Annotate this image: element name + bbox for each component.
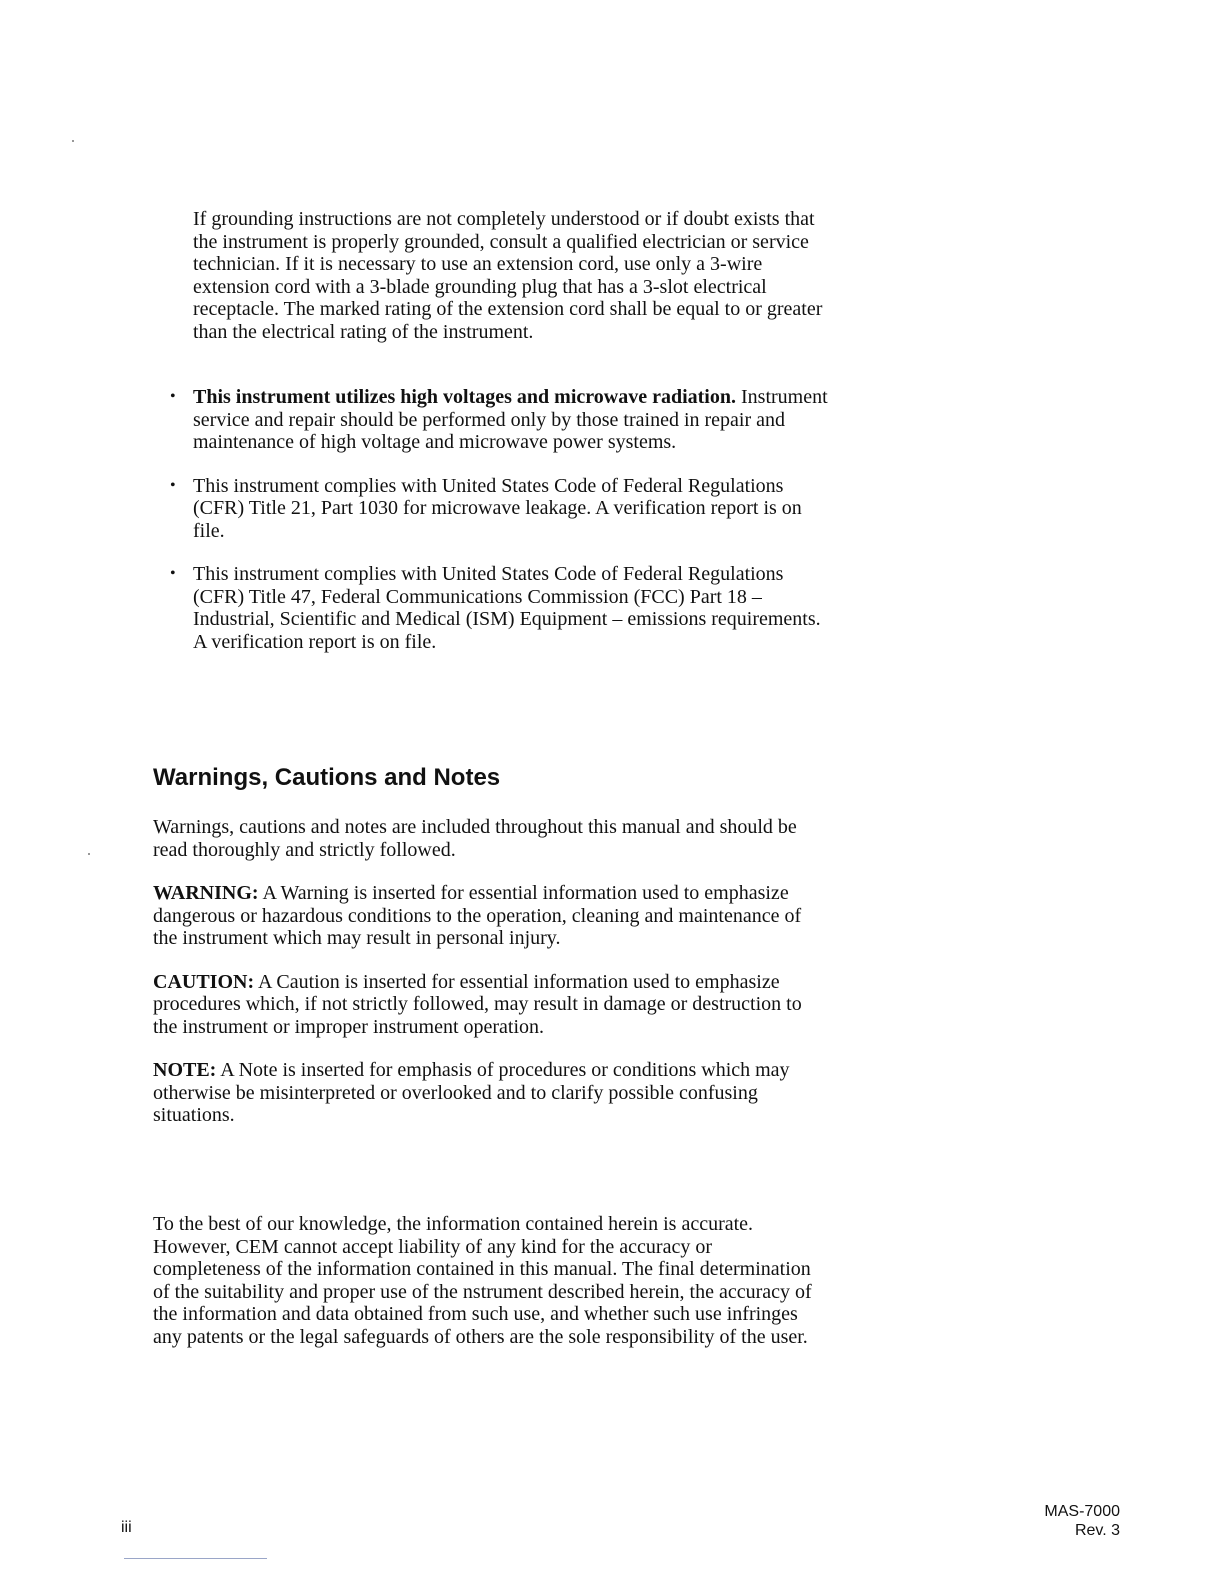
warnings-section-body (153, 816, 813, 1148)
warning-text: A Warning is inserted for essential information used to emphasize dangerous or hazardous conditions to the operation, cleaning and maintenance of the instrument which may result in personal injury. (153, 882, 802, 949)
scan-speck (72, 140, 74, 142)
bullet-item-high-voltage (170, 386, 835, 454)
bullet-bold-lead: This instrument utilizes high voltages and microwave radiation. (193, 386, 736, 408)
revision-label: Rev. 3 (1074, 1522, 1120, 1539)
bullet-text: This instrument complies with United States Code of Federal Regulations (CFR) Title 21, Part 1030 for microwave leakage. A verification report is on file. (193, 474, 802, 542)
bullet-icon: • (170, 565, 176, 582)
note-paragraph (153, 1059, 813, 1127)
safety-bullet-list (170, 386, 835, 674)
caution-paragraph (153, 971, 813, 1039)
bullet-item-cfr-title-47 (170, 563, 835, 653)
disclaimer-paragraph: To the best of our knowledge, the information contained herein is accurate. However, CEM cannot accept liability of any kind for the accuracy or completeness of the information contained in this manual. The final determination of the suitability and proper use of the nstrument described herein, the accuracy of the information and data obtained from such use, and whether such use infringes any patents or the legal safeguards of others are the sole responsibility of the user. (153, 1213, 812, 1348)
section-intro: Warnings, cautions and notes are included throughout this manual and should be read thoroughly and strictly followed. (153, 816, 797, 861)
grounding-paragraph: If grounding instructions are not completely understood or if doubt exists that the instrument is properly grounded, consult a qualified electrician or service technician. If it is necessary to use an extension cord, use only a 3-wire extension cord with a 3-blade grounding plug that has a 3-slot electrical receptacle. The marked rating of the extension cord shall be equal to or greater than the electrical rating of the instrument. (193, 208, 823, 343)
warning-label: WARNING: (153, 882, 259, 904)
footer-divider (124, 1558, 267, 1559)
caution-label: CAUTION: (153, 970, 255, 993)
document-id (1044, 1502, 1120, 1540)
bullet-item-cfr-title-21 (170, 475, 835, 543)
caution-text: A Caution is inserted for essential information used to emphasize procedures which, if not strictly followed, may result in damage or destruction to the instrument or improper instrument operation. (153, 970, 802, 1038)
scan-speck (88, 853, 90, 855)
note-label: NOTE: (153, 1059, 217, 1081)
page-number: iii (121, 1519, 132, 1536)
bullet-icon: • (170, 388, 176, 405)
bullet-text: This instrument complies with United States Code of Federal Regulations (CFR) Title 47, Federal Communications Commission (FCC) Part 18 – Industrial, Scientific and Medical (ISM) Equipment – emissions requirements. A verification report is on file. (193, 563, 821, 653)
section-heading: Warnings, Cautions and Notes (153, 764, 501, 791)
model-number: MAS-7000 (1044, 1503, 1120, 1520)
note-text: A Note is inserted for emphasis of procedures or conditions which may otherwise be misinterpreted or overlooked and to clarify possible confusing situations. (153, 1059, 790, 1126)
warning-paragraph (153, 882, 813, 950)
bullet-text: Instrument service and repair should be performed only by those trained in repair and maintenance of high voltage and microwave power systems. (193, 386, 828, 453)
bullet-icon: • (170, 476, 176, 494)
